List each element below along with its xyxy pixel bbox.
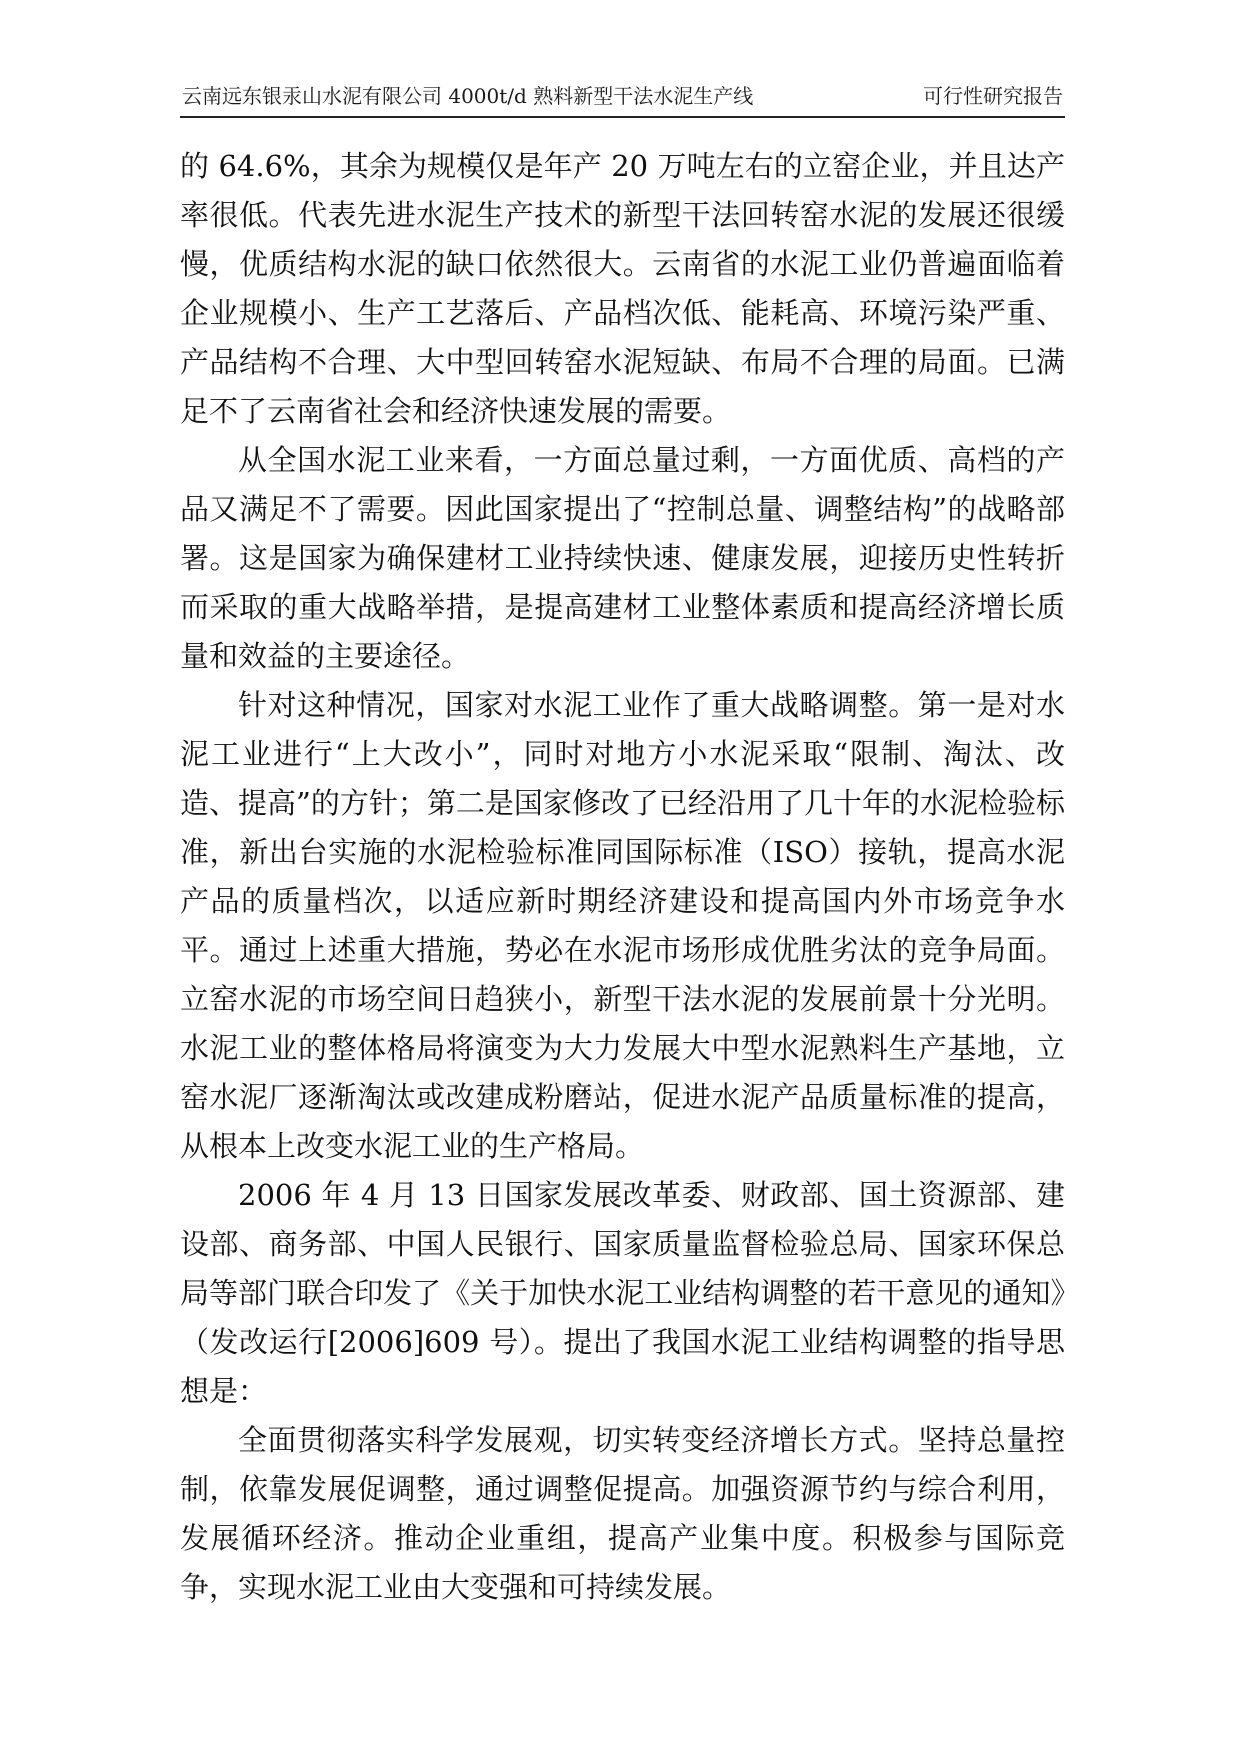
paragraph-national-overview: 从全国水泥工业来看，一方面总量过剩，一方面优质、高档的产品又满足不了需要。因此国家提出了“控制总量、调整结构”的战略部署。这是国家为确保建材工业持续快速、健康发展，迎接历史性转折而采取的重大战略举措，是提高建材工业整体素质和提高经济增长质量和效益的主要途径。: [180, 443, 1065, 673]
paragraph-strategic-adjustment: 针对这种情况，国家对水泥工业作了重大战略调整。第一是对水泥工业进行“上大改小”，同时对地方小水泥采取“限制、淘汰、改造、提高”的方针；第二是国家修改了已经沿用了几十年的水泥检验标准，新出台实施的水泥检验标准同国际标准（ISO）接轨，提高水泥产品的质量档次，以适应新时期经济建设和提高国内外市场竞争水平。通过上述重大措施，势必在水泥市场形成优胜劣汰的竞争局面。立窑水泥的市场空间日趋狭小，新型干法水泥的发展前景十分光明。水泥工业的整体格局将演变为大力发展大中型水泥熟料生产基地，立窑水泥厂逐渐淘汰或改建成粉磨站，促进水泥产品质量标准的提高，从根本上改变水泥工业的生产格局。: [180, 688, 1065, 1163]
body-text: [180, 142, 1065, 1612]
paragraph-policy-notice: 2006 年 4 月 13 日国家发展改革委、财政部、国土资源部、建设部、商务部、中国人民银行、国家质量监督检验总局、国家环保总局等部门联合印发了《关于加快水泥工业结构调整的若干意见的通知》（发改运行[2006]609 号）。提出了我国水泥工业结构调整的指导思想是：: [180, 1178, 1065, 1408]
paragraph-continued: 的 64.6%，其余为规模仅是年产 20 万吨左右的立窑企业，并且达产率很低。代表先进水泥生产技术的新型干法回转窑水泥的发展还很缓慢，优质结构水泥的缺口依然很大。云南省的水泥工业仍普遍面临着企业规模小、生产工艺落后、产品档次低、能耗高、环境污染严重、产品结构不合理、大中型回转窑水泥短缺、布局不合理的局面。已满足不了云南省社会和经济快速发展的需要。: [180, 149, 1065, 428]
paragraph-guiding-thought: 全面贯彻落实科学发展观，切实转变经济增长方式。坚持总量控制，依靠发展促调整，通过调整促提高。加强资源节约与综合利用，发展循环经济。推动企业重组，提高产业集中度。积极参与国际竞争，实现水泥工业由大变强和可持续发展。: [180, 1423, 1065, 1604]
header-report-type: 可行性研究报告: [923, 84, 1063, 108]
header-project-title: 云南远东银汞山水泥有限公司 4000t/d 熟料新型干法水泥生产线: [182, 84, 754, 108]
page-header: [180, 84, 1065, 118]
